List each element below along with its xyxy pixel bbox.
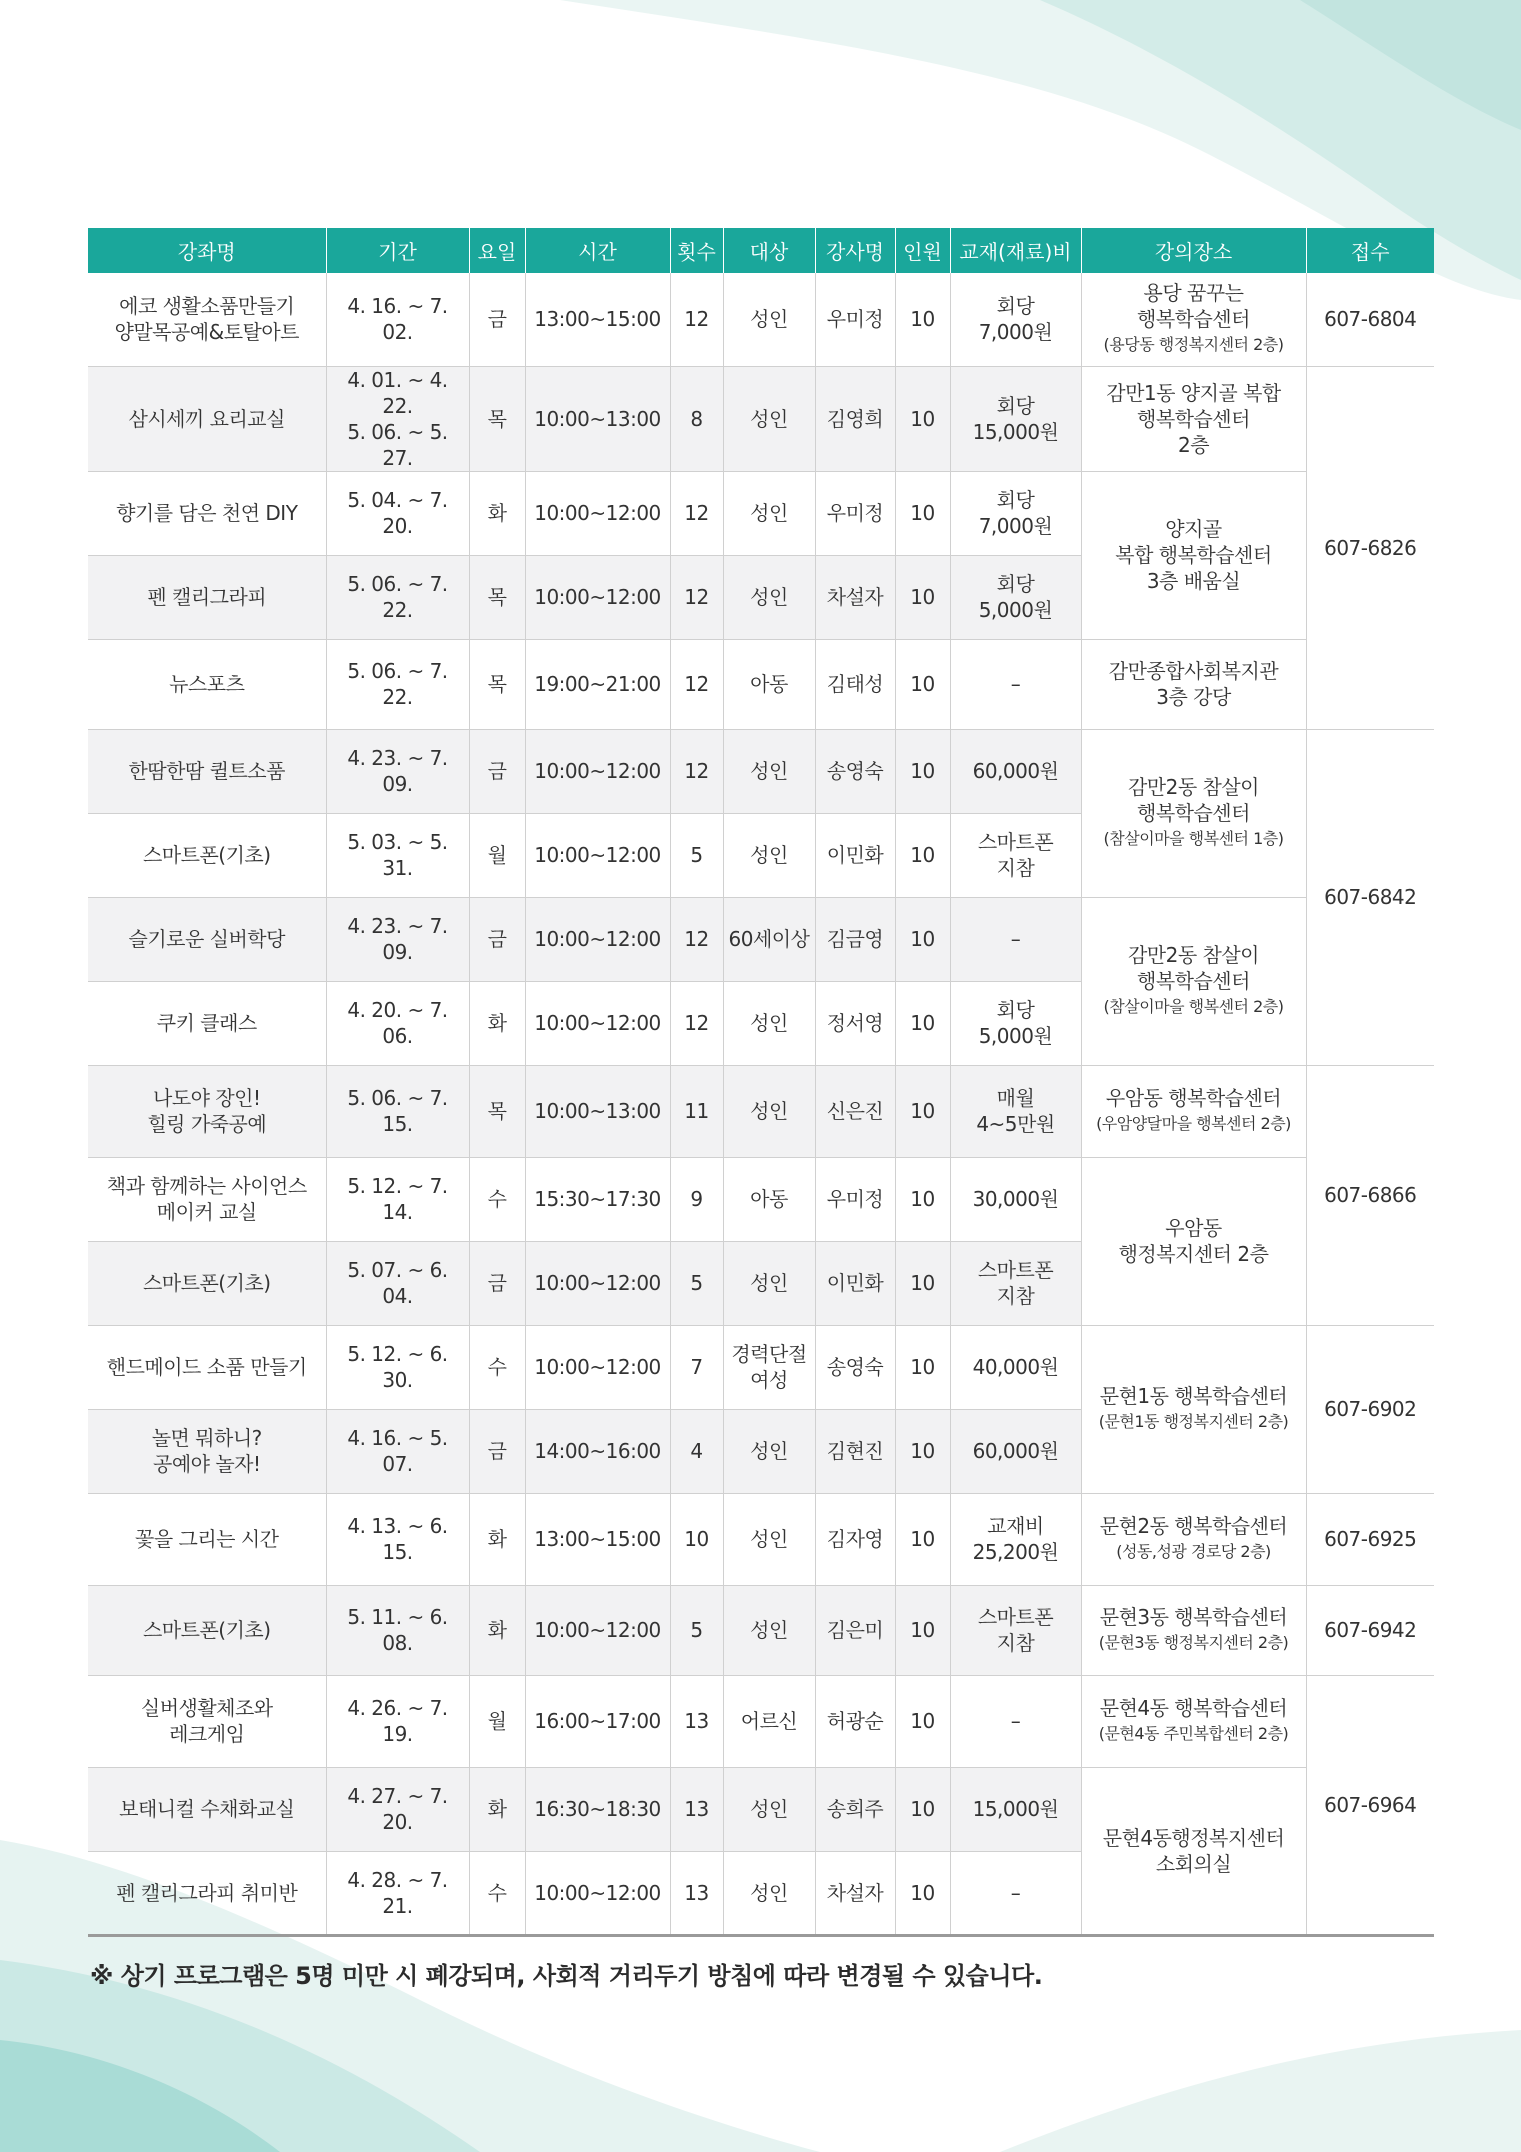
place-cell	[1081, 1767, 1306, 1935]
phone-cell: 607-6942	[1306, 1585, 1434, 1675]
period-cell: 4. 26. ~ 7. 19.	[326, 1675, 469, 1767]
period-cell: 5. 04. ~ 7. 20.	[326, 471, 469, 555]
course-name-cell: 쿠키 클래스	[88, 981, 326, 1065]
course-name-cell: 실버생활체조와 레크게임	[88, 1675, 326, 1767]
count-cell: 12	[670, 639, 723, 729]
phone-cell: 607-6925	[1306, 1493, 1434, 1585]
time-cell: 13:00~15:00	[525, 273, 670, 366]
day-cell: 화	[469, 981, 525, 1065]
count-cell: 7	[670, 1325, 723, 1409]
place-name: 감만종합사회복지관 3층 강당	[1108, 659, 1279, 709]
phone-cell: 607-6902	[1306, 1325, 1434, 1493]
count-cell: 4	[670, 1409, 723, 1493]
target-cell: 성인	[723, 471, 815, 555]
header-day: 요일	[469, 228, 525, 273]
day-cell: 목	[469, 639, 525, 729]
time-cell: 16:00~17:00	[525, 1675, 670, 1767]
phone-cell: 607-6842	[1306, 729, 1434, 1065]
fee-cell: 회당 5,000원	[950, 981, 1081, 1065]
table-row	[88, 366, 1434, 471]
table-header-row	[88, 228, 1434, 273]
period-cell: 4. 28. ~ 7. 21.	[326, 1851, 469, 1935]
fee-cell: 40,000원	[950, 1325, 1081, 1409]
capacity-cell: 10	[895, 729, 950, 813]
instructor-cell: 차설자	[815, 1851, 895, 1935]
time-cell: 19:00~21:00	[525, 639, 670, 729]
count-cell: 5	[670, 1241, 723, 1325]
place-cell	[1081, 366, 1306, 471]
time-cell: 10:00~13:00	[525, 366, 670, 471]
period-cell: 4. 16. ~ 5. 07.	[326, 1409, 469, 1493]
period-cell: 5. 06. ~ 7. 22.	[326, 555, 469, 639]
course-name-cell: 향기를 담은 천연 DIY	[88, 471, 326, 555]
target-cell: 성인	[723, 729, 815, 813]
target-cell: 성인	[723, 1241, 815, 1325]
capacity-cell: 10	[895, 1241, 950, 1325]
count-cell: 8	[670, 366, 723, 471]
capacity-cell: 10	[895, 1767, 950, 1851]
table-row	[88, 471, 1434, 555]
table-row	[88, 1325, 1434, 1409]
header-count: 횟수	[670, 228, 723, 273]
table-row	[88, 1767, 1434, 1851]
period-cell: 4. 13. ~ 6. 15.	[326, 1493, 469, 1585]
count-cell: 12	[670, 273, 723, 366]
place-detail: (성동,성광 경로당 2층)	[1116, 1542, 1271, 1561]
place-cell	[1081, 639, 1306, 729]
capacity-cell: 10	[895, 1065, 950, 1157]
table-row	[88, 1065, 1434, 1157]
instructor-cell: 송영숙	[815, 729, 895, 813]
capacity-cell: 10	[895, 1585, 950, 1675]
fee-cell: –	[950, 639, 1081, 729]
place-cell	[1081, 1157, 1306, 1325]
time-cell: 10:00~12:00	[525, 1851, 670, 1935]
header-time: 시간	[525, 228, 670, 273]
course-name-cell: 스마트폰(기초)	[88, 813, 326, 897]
target-cell: 성인	[723, 1409, 815, 1493]
target-cell: 성인	[723, 981, 815, 1065]
course-name-cell: 한땀한땀 퀼트소품	[88, 729, 326, 813]
target-cell: 성인	[723, 555, 815, 639]
header-course-name: 강좌명	[88, 228, 326, 273]
table-row	[88, 639, 1434, 729]
capacity-cell: 10	[895, 1157, 950, 1241]
day-cell: 목	[469, 366, 525, 471]
fee-cell: 스마트폰 지참	[950, 1585, 1081, 1675]
phone-cell: 607-6866	[1306, 1065, 1434, 1325]
instructor-cell: 정서영	[815, 981, 895, 1065]
target-cell: 아동	[723, 1157, 815, 1241]
place-cell	[1081, 1325, 1306, 1493]
capacity-cell: 10	[895, 1409, 950, 1493]
place-detail: (우암양달마을 행복센터 2층)	[1096, 1114, 1291, 1133]
period-cell: 4. 16. ~ 7. 02.	[326, 273, 469, 366]
count-cell: 10	[670, 1493, 723, 1585]
capacity-cell: 10	[895, 639, 950, 729]
target-cell: 60세이상	[723, 897, 815, 981]
place-name: 용당 꿈꾸는 행복학습센터	[1137, 281, 1250, 332]
day-cell: 금	[469, 1241, 525, 1325]
place-cell	[1081, 729, 1306, 897]
place-name: 감만2동 참살이 행복학습센터	[1127, 943, 1259, 993]
capacity-cell: 10	[895, 1493, 950, 1585]
capacity-cell: 10	[895, 273, 950, 366]
capacity-cell: 10	[895, 1675, 950, 1767]
target-cell: 성인	[723, 813, 815, 897]
target-cell: 성인	[723, 1065, 815, 1157]
time-cell: 10:00~13:00	[525, 1065, 670, 1157]
day-cell: 화	[469, 1585, 525, 1675]
table-row	[88, 897, 1434, 981]
time-cell: 10:00~12:00	[525, 813, 670, 897]
capacity-cell: 10	[895, 1325, 950, 1409]
instructor-cell: 김영희	[815, 366, 895, 471]
instructor-cell: 송희주	[815, 1767, 895, 1851]
table-row	[88, 1585, 1434, 1675]
day-cell: 금	[469, 897, 525, 981]
place-name: 우암동 행복학습센터	[1105, 1086, 1282, 1110]
time-cell: 10:00~12:00	[525, 1585, 670, 1675]
day-cell: 화	[469, 1767, 525, 1851]
capacity-cell: 10	[895, 366, 950, 471]
fee-cell: –	[950, 1675, 1081, 1767]
day-cell: 수	[469, 1157, 525, 1241]
period-cell: 5. 12. ~ 6. 30.	[326, 1325, 469, 1409]
instructor-cell: 허광순	[815, 1675, 895, 1767]
course-name-cell: 나도야 장인! 힐링 가죽공예	[88, 1065, 326, 1157]
time-cell: 14:00~16:00	[525, 1409, 670, 1493]
program-schedule-table	[88, 228, 1434, 1937]
instructor-cell: 김자영	[815, 1493, 895, 1585]
place-cell	[1081, 1065, 1306, 1157]
table-row	[88, 273, 1434, 366]
course-name-cell: 에코 생활소품만들기 양말목공예&토탈아트	[88, 273, 326, 366]
day-cell: 월	[469, 813, 525, 897]
place-name: 우암동 행정복지센터 2층	[1118, 1216, 1269, 1266]
place-detail: (문현3동 행정복지센터 2층)	[1098, 1633, 1289, 1652]
period-cell: 5. 03. ~ 5. 31.	[326, 813, 469, 897]
header-instructor: 강사명	[815, 228, 895, 273]
count-cell: 12	[670, 981, 723, 1065]
target-cell: 성인	[723, 366, 815, 471]
period-cell: 5. 12. ~ 7. 14.	[326, 1157, 469, 1241]
instructor-cell: 이민화	[815, 1241, 895, 1325]
target-cell: 성인	[723, 1493, 815, 1585]
period-cell: 5. 11. ~ 6. 08.	[326, 1585, 469, 1675]
period-cell: 4. 01. ~ 4. 22. 5. 06. ~ 5. 27.	[326, 366, 469, 471]
place-name: 감만1동 양지골 복합 행복학습센터 2층	[1106, 380, 1281, 457]
time-cell: 10:00~12:00	[525, 897, 670, 981]
target-cell: 어르신	[723, 1675, 815, 1767]
day-cell: 화	[469, 471, 525, 555]
capacity-cell: 10	[895, 813, 950, 897]
place-name: 문현2동 행복학습센터	[1099, 1514, 1288, 1538]
instructor-cell: 송영숙	[815, 1325, 895, 1409]
course-name-cell: 뉴스포츠	[88, 639, 326, 729]
instructor-cell: 김태성	[815, 639, 895, 729]
fee-cell: –	[950, 897, 1081, 981]
target-cell: 경력단절 여성	[723, 1325, 815, 1409]
period-cell: 5. 06. ~ 7. 15.	[326, 1065, 469, 1157]
course-name-cell: 슬기로운 실버학당	[88, 897, 326, 981]
place-name: 문현4동행정복지센터 소회의실	[1102, 1825, 1285, 1876]
place-detail: (문현4동 주민복합센터 2층)	[1098, 1724, 1289, 1743]
day-cell: 월	[469, 1675, 525, 1767]
time-cell: 10:00~12:00	[525, 1241, 670, 1325]
header-place: 강의장소	[1081, 228, 1306, 273]
fee-cell: 회당 5,000원	[950, 555, 1081, 639]
time-cell: 10:00~12:00	[525, 471, 670, 555]
day-cell: 금	[469, 1409, 525, 1493]
place-name: 양지골 복합 행복학습센터 3층 배움실	[1115, 517, 1272, 593]
count-cell: 12	[670, 555, 723, 639]
phone-cell: 607-6826	[1306, 366, 1434, 729]
fee-cell: 15,000원	[950, 1767, 1081, 1851]
table-row	[88, 1157, 1434, 1241]
time-cell: 16:30~18:30	[525, 1767, 670, 1851]
course-name-cell: 펜 캘리그라피	[88, 555, 326, 639]
instructor-cell: 우미정	[815, 273, 895, 366]
period-cell: 4. 20. ~ 7. 06.	[326, 981, 469, 1065]
period-cell: 4. 27. ~ 7. 20.	[326, 1767, 469, 1851]
instructor-cell: 이민화	[815, 813, 895, 897]
day-cell: 금	[469, 729, 525, 813]
header-phone: 접수	[1306, 228, 1434, 273]
target-cell: 성인	[723, 1767, 815, 1851]
instructor-cell: 신은진	[815, 1065, 895, 1157]
period-cell: 4. 23. ~ 7. 09.	[326, 897, 469, 981]
header-target: 대상	[723, 228, 815, 273]
time-cell: 10:00~12:00	[525, 981, 670, 1065]
target-cell: 성인	[723, 273, 815, 366]
course-name-cell: 스마트폰(기초)	[88, 1241, 326, 1325]
fee-cell: 60,000원	[950, 1409, 1081, 1493]
fee-cell: 매월 4~5만원	[950, 1065, 1081, 1157]
fee-cell: 30,000원	[950, 1157, 1081, 1241]
footer-note: ※ 상기 프로그램은 5명 미만 시 폐강되며, 사회적 거리두기 방침에 따라 변경될 수 있습니다.	[90, 1962, 1043, 1990]
count-cell: 9	[670, 1157, 723, 1241]
fee-cell: –	[950, 1851, 1081, 1935]
day-cell: 목	[469, 555, 525, 639]
header-capacity: 인원	[895, 228, 950, 273]
count-cell: 13	[670, 1767, 723, 1851]
count-cell: 5	[670, 1585, 723, 1675]
count-cell: 13	[670, 1675, 723, 1767]
count-cell: 13	[670, 1851, 723, 1935]
target-cell: 아동	[723, 639, 815, 729]
place-cell	[1081, 471, 1306, 639]
place-name: 감만2동 참살이 행복학습센터	[1127, 775, 1259, 825]
period-cell: 5. 06. ~ 7. 22.	[326, 639, 469, 729]
capacity-cell: 10	[895, 897, 950, 981]
place-cell	[1081, 1585, 1306, 1675]
fee-cell: 회당 7,000원	[950, 471, 1081, 555]
instructor-cell: 우미정	[815, 471, 895, 555]
phone-cell: 607-6804	[1306, 273, 1434, 366]
place-name: 문현1동 행복학습센터	[1099, 1384, 1288, 1408]
place-name: 문현3동 행복학습센터	[1099, 1605, 1288, 1629]
capacity-cell: 10	[895, 555, 950, 639]
course-name-cell: 삼시세끼 요리교실	[88, 366, 326, 471]
day-cell: 목	[469, 1065, 525, 1157]
time-cell: 10:00~12:00	[525, 1325, 670, 1409]
count-cell: 12	[670, 471, 723, 555]
period-cell: 4. 23. ~ 7. 09.	[326, 729, 469, 813]
header-period: 기간	[326, 228, 469, 273]
fee-cell: 스마트폰 지참	[950, 813, 1081, 897]
place-cell	[1081, 1493, 1306, 1585]
course-name-cell: 펜 캘리그라피 취미반	[88, 1851, 326, 1935]
course-name-cell: 놀면 뭐하니? 공예야 놀자!	[88, 1409, 326, 1493]
instructor-cell: 김은미	[815, 1585, 895, 1675]
table-row	[88, 729, 1434, 813]
time-cell: 10:00~12:00	[525, 555, 670, 639]
place-detail: (용당동 행정복지센터 2층)	[1103, 335, 1284, 355]
count-cell: 5	[670, 813, 723, 897]
capacity-cell: 10	[895, 471, 950, 555]
time-cell: 10:00~12:00	[525, 729, 670, 813]
place-detail: (참살이마을 행복센터 1층)	[1103, 829, 1284, 848]
instructor-cell: 차설자	[815, 555, 895, 639]
time-cell: 13:00~15:00	[525, 1493, 670, 1585]
period-cell: 5. 07. ~ 6. 04.	[326, 1241, 469, 1325]
course-name-cell: 꽃을 그리는 시간	[88, 1493, 326, 1585]
target-cell: 성인	[723, 1585, 815, 1675]
place-detail: (참살이마을 행복센터 2층)	[1103, 997, 1284, 1016]
table-row	[88, 1493, 1434, 1585]
count-cell: 11	[670, 1065, 723, 1157]
instructor-cell: 김금영	[815, 897, 895, 981]
target-cell: 성인	[723, 1851, 815, 1935]
header-fee: 교재(재료)비	[950, 228, 1081, 273]
time-cell: 15:30~17:30	[525, 1157, 670, 1241]
day-cell: 수	[469, 1325, 525, 1409]
fee-cell: 스마트폰 지참	[950, 1241, 1081, 1325]
place-cell	[1081, 273, 1306, 366]
day-cell: 수	[469, 1851, 525, 1935]
capacity-cell: 10	[895, 981, 950, 1065]
day-cell: 금	[469, 273, 525, 366]
place-detail: (문현1동 행정복지센터 2층)	[1098, 1412, 1289, 1431]
count-cell: 12	[670, 897, 723, 981]
instructor-cell: 우미정	[815, 1157, 895, 1241]
course-name-cell: 스마트폰(기초)	[88, 1585, 326, 1675]
fee-cell: 회당 15,000원	[950, 366, 1081, 471]
fee-cell: 교재비 25,200원	[950, 1493, 1081, 1585]
place-cell	[1081, 1675, 1306, 1767]
phone-cell: 607-6964	[1306, 1675, 1434, 1935]
count-cell: 12	[670, 729, 723, 813]
day-cell: 화	[469, 1493, 525, 1585]
place-cell	[1081, 897, 1306, 1065]
place-name: 문현4동 행복학습센터	[1099, 1696, 1288, 1720]
fee-cell: 60,000원	[950, 729, 1081, 813]
fee-cell: 회당 7,000원	[950, 273, 1081, 366]
capacity-cell: 10	[895, 1851, 950, 1935]
instructor-cell: 김현진	[815, 1409, 895, 1493]
course-name-cell: 보태니컬 수채화교실	[88, 1767, 326, 1851]
course-name-cell: 책과 함께하는 사이언스 메이커 교실	[88, 1157, 326, 1241]
course-name-cell: 핸드메이드 소품 만들기	[88, 1325, 326, 1409]
table-row	[88, 1675, 1434, 1767]
